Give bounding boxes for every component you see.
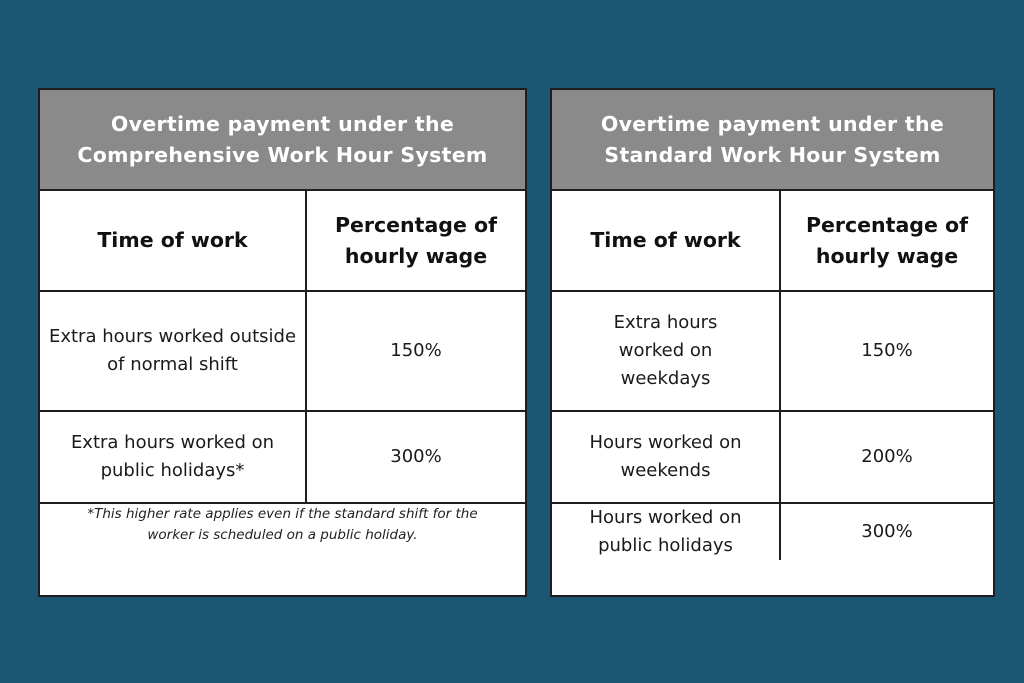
footnote-row xyxy=(40,504,525,546)
column-header-time: Time of work xyxy=(40,191,307,290)
column-header-percentage: Percentage of hourly wage xyxy=(805,212,969,268)
percentage-cell: 150% xyxy=(861,340,913,361)
percentage-cell: 300% xyxy=(861,521,913,542)
table-row xyxy=(552,412,993,504)
table-title-text: Overtime payment under the Standard Work Hour System xyxy=(600,111,945,167)
percentage-cell: 300% xyxy=(390,446,442,467)
table-row xyxy=(40,292,525,412)
time-cell: Extra hours worked outside of normal shift xyxy=(40,292,307,410)
table-title xyxy=(552,90,993,191)
table-title xyxy=(40,90,525,191)
percentage-cell: 200% xyxy=(861,446,913,467)
column-header-percentage: Percentage of hourly wage xyxy=(334,212,498,268)
table-row xyxy=(552,292,993,412)
time-cell: Extra hours worked on public holidays* xyxy=(40,412,307,502)
footnote: *This higher rate applies even if the standard shift for the worker is scheduled on a public holiday. xyxy=(87,506,478,543)
time-cell: Hours worked on public holidays xyxy=(552,504,781,560)
time-cell: Hours worked on weekends xyxy=(552,412,781,502)
column-header-row xyxy=(40,191,525,292)
time-cell: Extra hours worked on weekdays xyxy=(552,292,781,410)
table-title-text: Overtime payment under the Comprehensive Work Hour System xyxy=(77,111,488,167)
column-header-row xyxy=(552,191,993,292)
percentage-cell: 150% xyxy=(390,340,442,361)
comprehensive-system-table xyxy=(38,88,527,597)
table-row xyxy=(40,412,525,504)
standard-system-table xyxy=(550,88,995,597)
table-row xyxy=(552,504,993,560)
column-header-time: Time of work xyxy=(552,191,781,290)
